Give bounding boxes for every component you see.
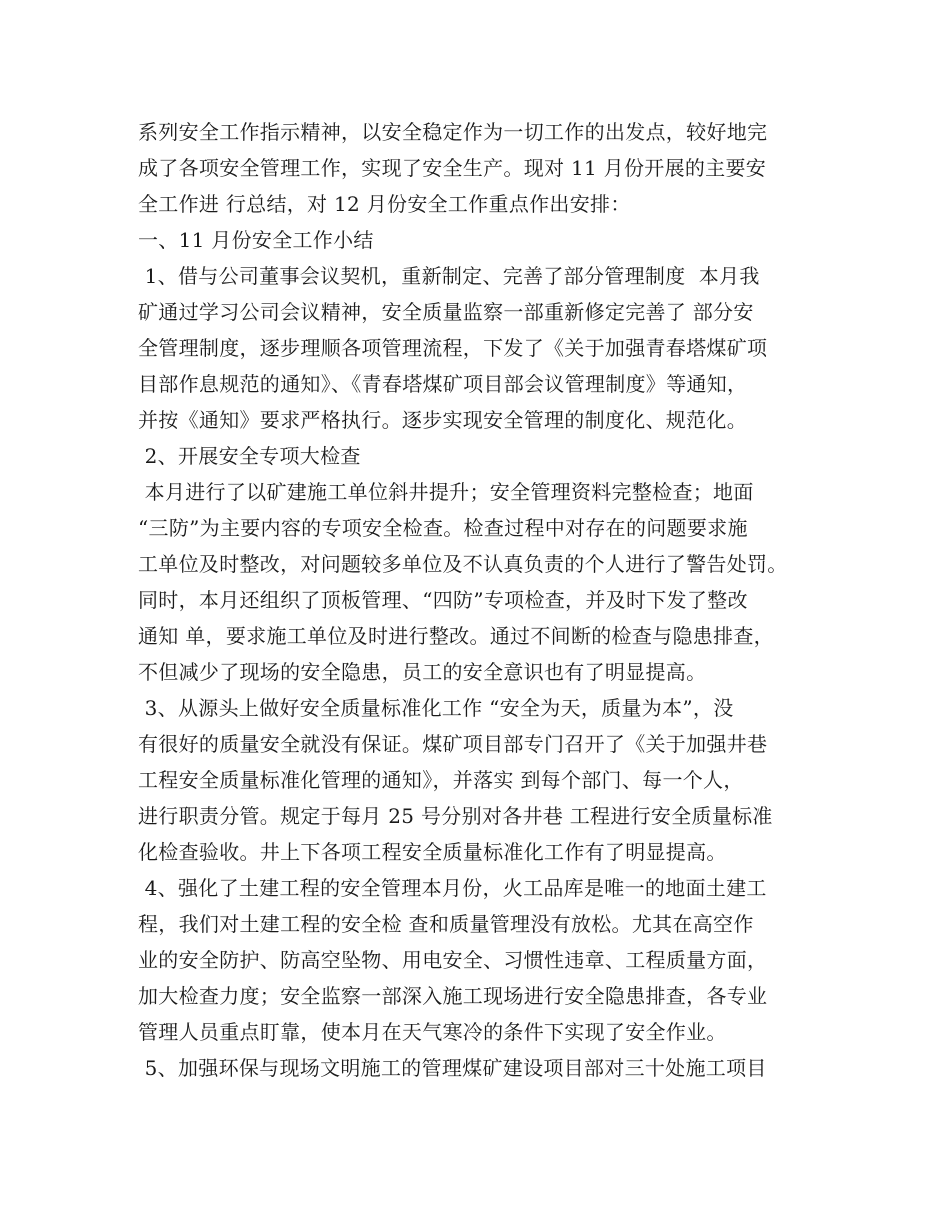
text-line: 程，我们对土建工程的安全检 查和质量管理没有放松。尤其在高空作 <box>138 912 754 936</box>
text-line: 本月进行了以矿建施工单位斜井提升；安全管理资料完整检查；地面 <box>138 480 754 504</box>
text-line: 不但减少了现场的安全隐患，员工的安全意识也有了明显提高。 <box>138 660 707 684</box>
text-line: 全管理制度，逐步理顺各项管理流程，下发了《关于加强青春塔煤矿项 <box>138 336 768 360</box>
item-heading-3: 3、从源头上做好安全质量标准化工作 “安全为天，质量为本”，没 <box>138 696 734 720</box>
text-line: 全工作进 行总结，对 12 月份安全工作重点作出安排： <box>138 192 631 216</box>
text-line: 通知 单，要求施工单位及时进行整改。通过不间断的检查与隐患排查， <box>138 624 774 648</box>
document-body <box>138 114 838 1086</box>
item-heading-4: 4、强化了土建工程的安全管理本月份，火工品库是唯一的地面土建工 <box>138 876 767 900</box>
section-heading: 一、11 月份安全工作小结 <box>138 228 374 252</box>
text-line: 并按《通知》要求严格执行。逐步实现安全管理的制度化、规范化。 <box>138 408 747 432</box>
text-line: 进行职责分管。规定于每月 25 号分别对各井巷 工程进行安全质量标准 <box>138 804 773 828</box>
item-heading-1: 1、借与公司董事会议契机，重新制定、完善了部分管理制度 本月我 <box>138 264 760 288</box>
text-line: 目部作息规范的通知》、《青春塔煤矿项目部会议管理制度》等通知， <box>138 372 748 396</box>
item-heading-5: 5、加强环保与现场文明施工的管理煤矿建设项目部对三十处施工项目 <box>138 1056 767 1080</box>
text-line: 工程安全质量标准化管理的通知》，并落实 到每个部门、每一个人， <box>138 768 744 792</box>
text-line: 成了各项安全管理工作，实现了安全生产。现对 11 月份开展的主要安 <box>138 156 767 180</box>
text-line: 工单位及时整改，对问题较多单位及不认真负责的个人进行了警告处罚。 <box>138 552 788 576</box>
text-line: 同时，本月还组织了顶板管理、“四防”专项检查，并及时下发了整改 <box>138 588 748 612</box>
text-line: 管理人员重点盯靠，使本月在天气寒冷的条件下实现了安全作业。 <box>138 1020 727 1044</box>
text-line: 化检查验收。井上下各项工程安全质量标准化工作有了明显提高。 <box>138 840 727 864</box>
text-line: “三防”为主要内容的专项安全检查。检查过程中对存在的问题要求施 <box>138 516 748 540</box>
text-line: 矿通过学习公司会议精神，安全质量监察一部重新修定完善了 部分安 <box>138 300 754 324</box>
text-line: 有很好的质量安全就没有保证。煤矿项目部专门召开了《关于加强井巷 <box>138 732 768 756</box>
text-line: 系列安全工作指示精神，以安全稳定作为一切工作的出发点，较好地完 <box>138 120 768 144</box>
item-heading-2: 2、开展安全专项大检查 <box>138 444 361 468</box>
text-line: 加大检查力度；安全监察一部深入施工现场进行安全隐患排查，各专业 <box>138 984 768 1008</box>
text-line: 业的安全防护、防高空坠物、用电安全、习惯性违章、工程质量方面， <box>138 948 768 972</box>
